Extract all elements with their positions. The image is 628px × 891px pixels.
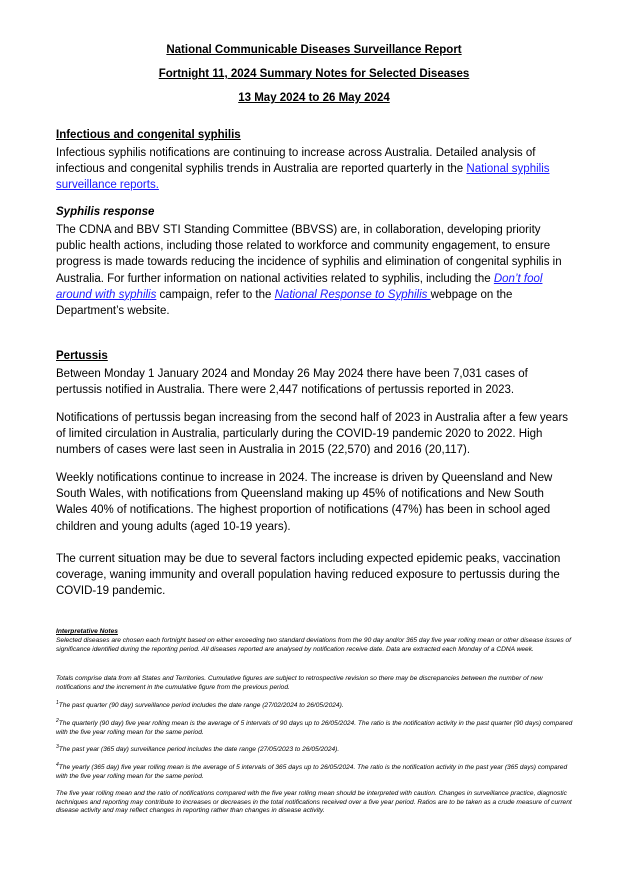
syphilis-reports-link[interactable]: National syphilis surveillance reports. bbox=[56, 163, 550, 192]
pertussis-heading: Pertussis bbox=[56, 350, 108, 362]
note-year-mean: $^4$The yearly (365 day) five year rolling mean is the average of 5 intervals of 365 days up to 26/05/2024. The ratio is the notification activity in the past year (365 days) compared with the five year rolling mean for the same period. bbox=[56, 761, 568, 780]
interpretative-notes-heading: Interpretative Notes bbox=[56, 628, 118, 635]
pertussis-paragraph-1: Between Monday 1 January 2024 and Monday 26 May 2024 there have been 7,031 cases of pertussis notified in Australia. There were 2,447 notifications of pertussis reported in 2023. bbox=[56, 368, 528, 397]
syphilis-heading: Infectious and congenital syphilis bbox=[56, 129, 241, 141]
pertussis-paragraph-3: Weekly notifications continue to increase in 2024. The increase is driven by Queensland and New South Wales, with notifications from Queensland making up 45% of notifications and New South Wales 40% of notifications. The highest proportion of notifications (47%) has been in school aged children and young adults (aged 10-19 years). bbox=[56, 472, 553, 533]
national-response-link[interactable]: National Response to Syphilis bbox=[274, 288, 431, 301]
note-year-period: $^3$The past year (365 day) surveillance period includes the date range (27/05/2023 to 26/05/2024). bbox=[56, 743, 340, 753]
note-totals: Totals comprise data from all States and Territories. Cumulative figures are subject to retrospective revision so there may be discrepancies between the number of new notifications and the increment in the cumulative figure from the previous period. bbox=[56, 675, 543, 691]
dont-fool-around-link[interactable]: Don’t fool around with syphilis bbox=[56, 272, 543, 301]
note-caution: The five year rolling mean and the ratio of notifications compared with the five year rolling mean should be interpreted with caution. Changes in surveillance practice, diagnostic techniques and reporting may contribute to increases or decreases in the total notifications received over a five year period. Ratios are to be taken as a crude measure of current disease activity and may reflect changes in reporting rather than changes in disease activity. bbox=[56, 790, 572, 815]
syphilis-text: Infectious syphilis notifications are continuing to increase across Australia. Detailed analysis of infectious and congenital syphilis trends in Australia are reported quarterly in the bbox=[56, 147, 536, 176]
pertussis-paragraph-4: The current situation may be due to several factors including expected epidemic peaks, vaccination coverage, waning immunity and overall population having reduced exposure to pertussis during the COVID-19 pandemic. bbox=[56, 553, 561, 598]
note-quarter-period: $^1$The past quarter (90 day) surveillance period includes the date range (27/02/2024 to 26/05/2024). bbox=[56, 699, 344, 709]
report-title: National Communicable Diseases Surveillance Report bbox=[166, 44, 462, 56]
response-text-3: webpage on the Department’s website. bbox=[56, 288, 513, 318]
response-text-2: campaign, refer to the bbox=[156, 288, 275, 301]
note-quarter-mean: $^2$The quarterly (90 day) five year rolling mean is the average of 5 intervals of 90 days up to 26/05/2024. The ratio is the notification activity in the past quarter (90 days) compared with the five year rolling mean for the same period. bbox=[56, 717, 573, 736]
report-subtitle: Fortnight 11, 2024 Summary Notes for Selected Diseases bbox=[158, 68, 470, 80]
pertussis-paragraph-2: Notifications of pertussis began increasing from the second half of 2023 in Australia after a few years of limited circulation in Australia, particularly during the COVID-19 pandemic 2020 to 2022. High numbers of cases were last seen in Australia in 2015 (22,570) and 2016 (20,117). bbox=[56, 412, 569, 457]
response-text-1: The CDNA and BBV STI Standing Committee (BBVSS) are, in collaboration, developing priority public health actions, including those related to workforce and community engagement, to ensure progress is made towards reducing the incidence of syphilis and elimination of congenital syphilis in Australia. For further information on national activities related to syphilis, including the bbox=[56, 224, 562, 285]
report-date-range: 13 May 2024 to 26 May 2024 bbox=[238, 92, 390, 104]
note-selection: Selected diseases are chosen each fortnight based on either exceeding two standard deviations from the 90 day and/or 365 day five year rolling mean or other disease issues of significance identified during the reporting period. All diseases reported are analysed by notification receive date. Data are extracted each Monday of a CDNA week. bbox=[56, 637, 571, 653]
syphilis-paragraph bbox=[56, 145, 571, 194]
syphilis-response-paragraph bbox=[56, 222, 571, 319]
syphilis-response-heading: Syphilis response bbox=[56, 206, 155, 218]
